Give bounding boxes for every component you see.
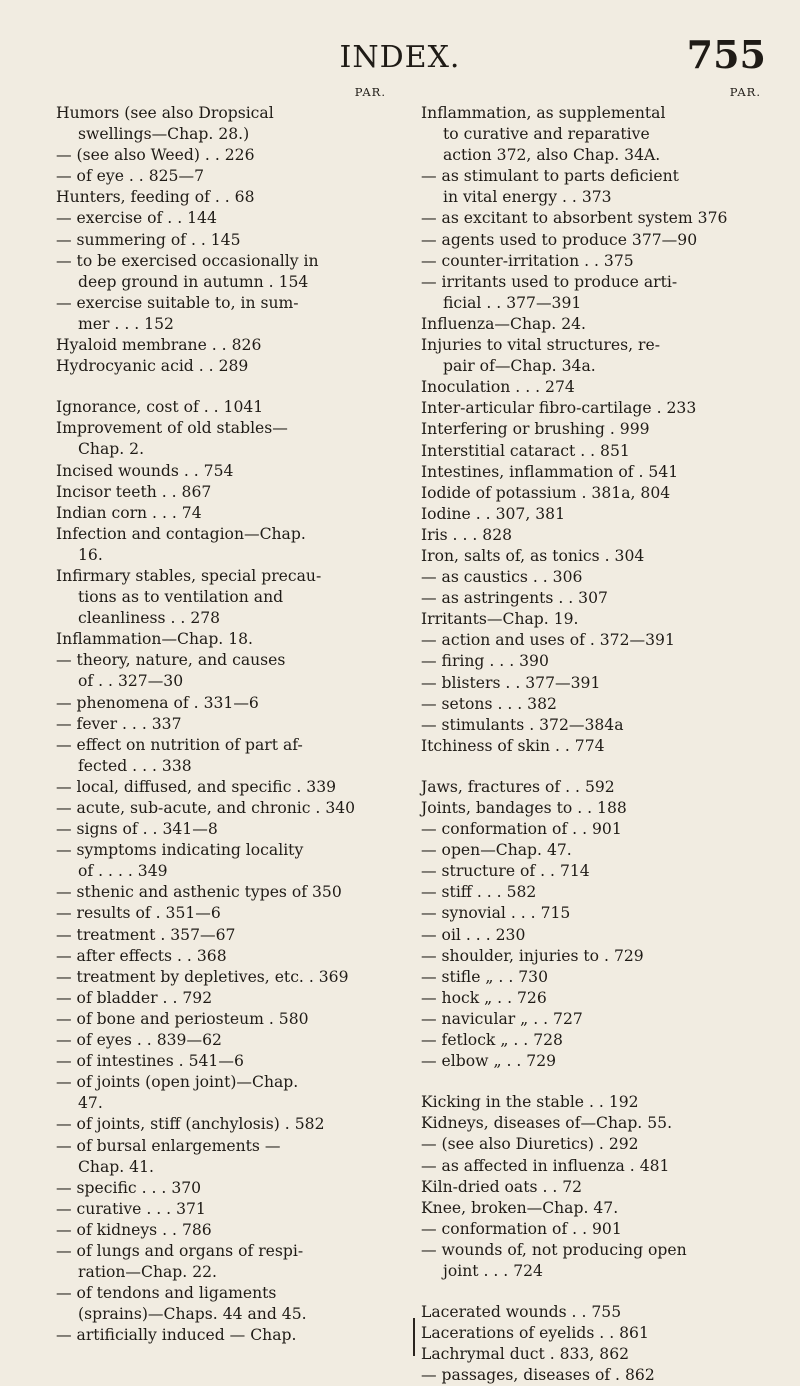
index-entry: — stimulants . 372—384a (421, 715, 624, 734)
index-entry: — fever . . . 337 (56, 714, 182, 733)
index-entry: Influenza—Chap. 24. (421, 314, 586, 333)
index-column-right (421, 82, 761, 1386)
index-entry-continuation: Chap. 2. (78, 440, 145, 459)
index-entry: Joints, bandages to . . 188 (421, 799, 627, 817)
index-entry: Iodine . . 307, 381 (421, 504, 566, 523)
index-entry: — agents used to produce 377—90 (421, 230, 698, 249)
running-title: INDEX. (339, 40, 461, 75)
index-entry: Iron, salts of, as tonics . 304 (421, 546, 645, 565)
index-entry: — wounds of, not producing open (421, 1240, 687, 1259)
index-entry: Infirmary stables, special precau- (56, 566, 322, 585)
index-entry-continuation: pair of—Chap. 34a. (443, 357, 596, 376)
index-entry: Irritants—Chap. 19. (421, 610, 579, 629)
index-entry: Kidneys, diseases of—Chap. 55. (421, 1114, 673, 1133)
index-entry: — specific . . . 370 (56, 1178, 202, 1197)
index-entry: — of bone and periosteum . 580 (56, 1009, 309, 1028)
index-entry: Inoculation . . . 274 (421, 378, 575, 397)
index-entry: — hock „ . . 726 (421, 988, 547, 1007)
index-entry: Kicking in the stable . . 192 (421, 1093, 639, 1112)
index-entry: — (see also Diuretics) . 292 (421, 1135, 639, 1154)
index-entry: — of eyes . . 839—62 (56, 1031, 222, 1050)
index-entry: Inflammation, as supplemental (421, 104, 666, 122)
index-entry: — acute, sub-acute, and chronic . 340 (56, 799, 356, 817)
index-entry: — blisters . . 377—391 (421, 673, 601, 692)
index-entry: — treatment by depletives, etc. . 369 (56, 967, 349, 986)
index-entry: — as astringents . . 307 (421, 589, 608, 608)
gutter-rule (413, 1318, 415, 1356)
index-entry-continuation: mer . . . 152 (78, 314, 174, 333)
index-entry: — synovial . . . 715 (421, 904, 571, 923)
index-entry: — setons . . . 382 (421, 694, 557, 713)
index-entry: — summering of . . 145 (56, 230, 241, 249)
index-entry: Iodide of potassium . 381a, 804 (421, 483, 671, 502)
index-entry: Indian corn . . . 74 (56, 503, 202, 522)
index-entry-continuation: Chap. 41. (78, 1157, 154, 1176)
index-entry: Interstitial cataract . . 851 (421, 441, 630, 460)
index-entry-continuation: of . . . . 349 (78, 862, 168, 881)
index-entry: Improvement of old stables— (56, 419, 288, 438)
index-entry: — of intestines . 541—6 (56, 1052, 244, 1071)
running-head (0, 30, 800, 90)
index-entry: — theory, nature, and causes (56, 651, 286, 670)
index-entry: — firing . . . 390 (421, 652, 549, 671)
index-entry: — of joints, stiff (anchylosis) . 582 (56, 1115, 325, 1134)
index-entry: — results of . 351—6 (56, 904, 221, 923)
index-entry: Lachrymal duct . 833, 862 (421, 1345, 630, 1364)
index-entry-continuation: ration—Chap. 22. (78, 1263, 217, 1282)
index-entry: — to be exercised occasionally in (56, 251, 319, 270)
index-entry: — of bladder . . 792 (56, 988, 213, 1007)
index-entry: — shoulder, injuries to . 729 (421, 946, 644, 965)
index-entry: Iris . . . 828 (421, 525, 513, 544)
index-entry-continuation: joint . . . 724 (443, 1261, 543, 1280)
index-entry: — fetlock „ . . 728 (421, 1031, 563, 1050)
index-entry: — of tendons and ligaments (56, 1284, 277, 1303)
index-entry: — stiff . . . 582 (421, 883, 537, 902)
index-entry-continuation: ficial . . 377—391 (443, 293, 582, 312)
index-entry: — as excitant to absorbent system 376 (421, 209, 728, 228)
index-entry: — after effects . . 368 (56, 946, 227, 965)
index-entry: — conformation of . . 901 (421, 820, 622, 839)
index-entry: Inter-articular fibro-cartilage . 233 (421, 399, 697, 418)
page-number: 755 (686, 32, 766, 77)
index-entry: — exercise suitable to, in sum- (56, 293, 299, 312)
index-entry: Incisor teeth . . 867 (56, 482, 212, 501)
index-entry: — exercise of . . 144 (56, 209, 217, 228)
index-entry: Hyaloid membrane . . 826 (56, 336, 262, 355)
index-entry: Kiln-dried oats . . 72 (421, 1177, 583, 1196)
index-entry: — treatment . 357—67 (56, 925, 236, 944)
index-entry: Itchiness of skin . . 774 (421, 736, 605, 755)
index-entry: Jaws, fractures of . . 592 (421, 777, 615, 796)
index-entry-continuation: of . . 327—30 (78, 672, 184, 691)
index-entry-continuation: fected . . . 338 (78, 756, 192, 775)
index-entry: — counter-irritation . . 375 (421, 251, 634, 270)
index-entry-continuation: swellings—Chap. 28.) (78, 125, 250, 144)
index-entry-continuation: (sprains)—Chaps. 44 and 45. (78, 1305, 307, 1324)
index-entry: Infection and contagion—Chap. (56, 524, 306, 543)
index-entry: Incised wounds . . 754 (56, 461, 234, 480)
entry-list (56, 103, 386, 1346)
index-column-left (56, 82, 386, 1346)
index-entry: — curative . . . 371 (56, 1199, 206, 1218)
index-entry: Hydrocyanic acid . . 289 (56, 357, 249, 376)
section-gap (421, 1282, 761, 1302)
index-entry: — stifle „ . . 730 (421, 967, 549, 986)
index-entry: — as stimulant to parts deficient (421, 167, 679, 186)
entry-list (421, 103, 761, 1386)
index-entry: — open—Chap. 47. (421, 841, 572, 860)
index-entry: Inflammation—Chap. 18. (56, 630, 254, 649)
index-entry: Ignorance, cost of . . 1041 (56, 398, 264, 417)
index-entry: — symptoms indicating locality (56, 841, 304, 860)
index-entry: — oil . . . 230 (421, 925, 526, 944)
index-entry: Humors (see also Dropsical (56, 104, 274, 122)
index-entry: — conformation of . . 901 (421, 1219, 622, 1238)
index-entry: Knee, broken—Chap. 47. (421, 1198, 619, 1217)
section-gap (421, 1072, 761, 1092)
index-entry: — structure of . . 714 (421, 862, 590, 881)
index-entry-continuation: cleanliness . . 278 (78, 609, 221, 628)
index-entry: — as affected in influenza . 481 (421, 1156, 670, 1175)
index-entry-continuation: in vital energy . . 373 (443, 188, 612, 207)
index-entry: — of bursal enlargements — (56, 1136, 281, 1155)
index-entry: — phenomena of . 331—6 (56, 693, 259, 712)
index-entry: — (see also Weed) . . 226 (56, 146, 255, 165)
index-entry: Hunters, feeding of . . 68 (56, 188, 255, 207)
paragraph-heading: PAR. (729, 85, 761, 99)
index-entry-continuation: tions as to ventilation and (78, 588, 284, 607)
index-entry: — of lungs and organs of respi- (56, 1241, 304, 1260)
index-entry: Injuries to vital structures, re- (421, 336, 660, 355)
index-entry: — artificially induced — Chap. (56, 1326, 297, 1345)
index-entry: — navicular „ . . 727 (421, 1009, 583, 1028)
index-entry: — signs of . . 341—8 (56, 820, 218, 839)
index-entry: Intestines, inflammation of . 541 (421, 462, 679, 481)
index-entry: — of kidneys . . 786 (56, 1220, 212, 1239)
index-entry: Interfering or brushing . 999 (421, 420, 650, 439)
index-entry: — effect on nutrition of part af- (56, 735, 303, 754)
index-entry: — sthenic and asthenic types of 350 (56, 883, 342, 902)
section-gap (421, 757, 761, 777)
index-entry: Lacerations of eyelids . . 861 (421, 1324, 649, 1343)
index-entry-continuation: 16. (78, 545, 103, 564)
index-entry: — irritants used to produce arti- (421, 272, 678, 291)
index-entry-continuation: to curative and reparative (443, 125, 650, 144)
section-gap (56, 377, 386, 397)
index-entry-continuation: 47. (78, 1094, 103, 1113)
index-entry: Lacerated wounds . . 755 (421, 1303, 622, 1322)
index-entry-continuation: deep ground in autumn . 154 (78, 272, 309, 291)
index-entry: — local, diffused, and specific . 339 (56, 777, 337, 796)
index-entry: — of joints (open joint)—Chap. (56, 1073, 299, 1092)
index-entry: — passages, diseases of . 862 (421, 1366, 655, 1385)
index-entry-continuation: action 372, also Chap. 34A. (443, 146, 661, 165)
index-entry: — as caustics . . 306 (421, 568, 583, 587)
index-entry: — elbow „ . . 729 (421, 1052, 557, 1071)
paragraph-heading: PAR. (354, 85, 386, 99)
index-entry: — of eye . . 825—7 (56, 167, 204, 186)
index-entry: — action and uses of . 372—391 (421, 631, 675, 650)
